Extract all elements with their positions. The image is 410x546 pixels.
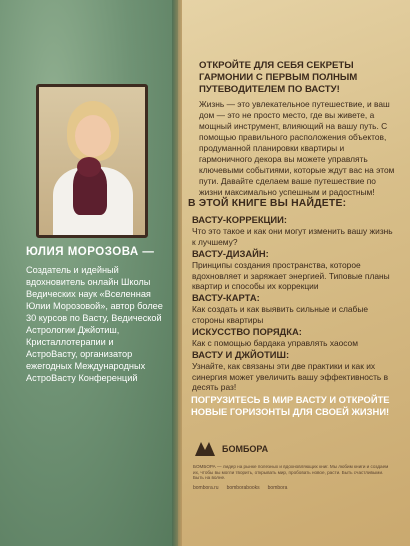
section-title: ВАСТУ-КАРТА: [192, 292, 260, 303]
section-vastu-jyotish [192, 349, 398, 393]
spine-shadow [172, 0, 182, 546]
social-link[interactable]: bomborabooks [226, 485, 260, 491]
section-text: Как с помощью бардака управлять хаосом [192, 338, 358, 348]
social-link[interactable]: bombora [267, 485, 288, 491]
section-text: Что это такое и как они могут изменить вашу жизнь к лучшему? [192, 226, 393, 247]
bombora-logo-icon [193, 438, 217, 458]
author-photo [36, 84, 148, 238]
section-text: Принципы создания пространства, которое вдохновляет и заряжает энергией. Типовые планы квартир и способы их коррекции [192, 260, 390, 291]
publisher-name: БОМБОРА [222, 444, 269, 454]
section-text: Узнайте, как связаны эти две практики и как их синергия может увеличить вашу эффективность в десять раз! [192, 361, 389, 392]
section-title: ИСКУССТВО ПОРЯДКА: [192, 326, 302, 337]
photo-face [75, 115, 111, 157]
intro-text: Жизнь — это увлекательное путешествие, и ваш дом — это не просто место, где вы живете, а мощный инструмент, влияющий на вашу путь. С помощью правильного расположения объектов, продуманной планировки квартиры и гармоничного декора вы можете управлять ключевыми событиями, которые ждут вас на этом пути. Давайте сделаем ваше путешествие по жизни максимально успешным и радостным! [199, 99, 395, 197]
find-title: В ЭТОЙ КНИГЕ ВЫ НАЙДЕТЕ: [188, 198, 347, 209]
author-name: ЮЛИЯ МОРОЗОВА — [26, 246, 155, 258]
ganesha-head [77, 157, 101, 177]
publisher-socials [193, 485, 287, 491]
publisher-description: БОМБОРА — лидер на рынке полезных и вдохновляющих книг. Мы любим книги и создаем их, чтобы вы могли творить, открывать мир, пробовать новое, расти. Быть счастливыми. Быть на волне. [193, 464, 389, 480]
section-vastu-design [192, 248, 398, 292]
intro-title: ОТКРОЙТЕ ДЛЯ СЕБЯ СЕКРЕТЫ ГАРМОНИИ С ПЕРВЫМ ПОЛНЫМ ПУТЕВОДИТЕЛЕМ ПО ВАСТУ! [199, 60, 358, 95]
call-to-action: ПОГРУЗИТЕСЬ В МИР ВАСТУ И ОТКРОЙТЕ НОВЫЕ ГОРИЗОНТЫ ДЛЯ СВОЕЙ ЖИЗНИ! [191, 394, 390, 417]
section-vastu-corrections [192, 214, 398, 247]
section-vastu-map [192, 292, 398, 325]
author-bio: Создатель и идейный вдохновитель онлайн Школы Ведических наук «Вселенная Юлии Морозовой», автор более 30 курсов по Васту, Ведической Астрологии Джйотиш, Кристаллотерапии и АстроВасту, организатор ежегодных Международных АстроВасту Конференций [26, 265, 163, 383]
section-text: Как создать и как выявить сильные и слабые стороны квартиры [192, 304, 369, 325]
section-title: ВАСТУ-ДИЗАЙН: [192, 248, 269, 259]
section-title: ВАСТУ-КОРРЕКЦИИ: [192, 214, 287, 225]
section-order-art [192, 326, 398, 349]
section-title: ВАСТУ И ДЖЙОТИШ: [192, 349, 290, 360]
social-link[interactable]: bombora.ru [193, 485, 219, 491]
